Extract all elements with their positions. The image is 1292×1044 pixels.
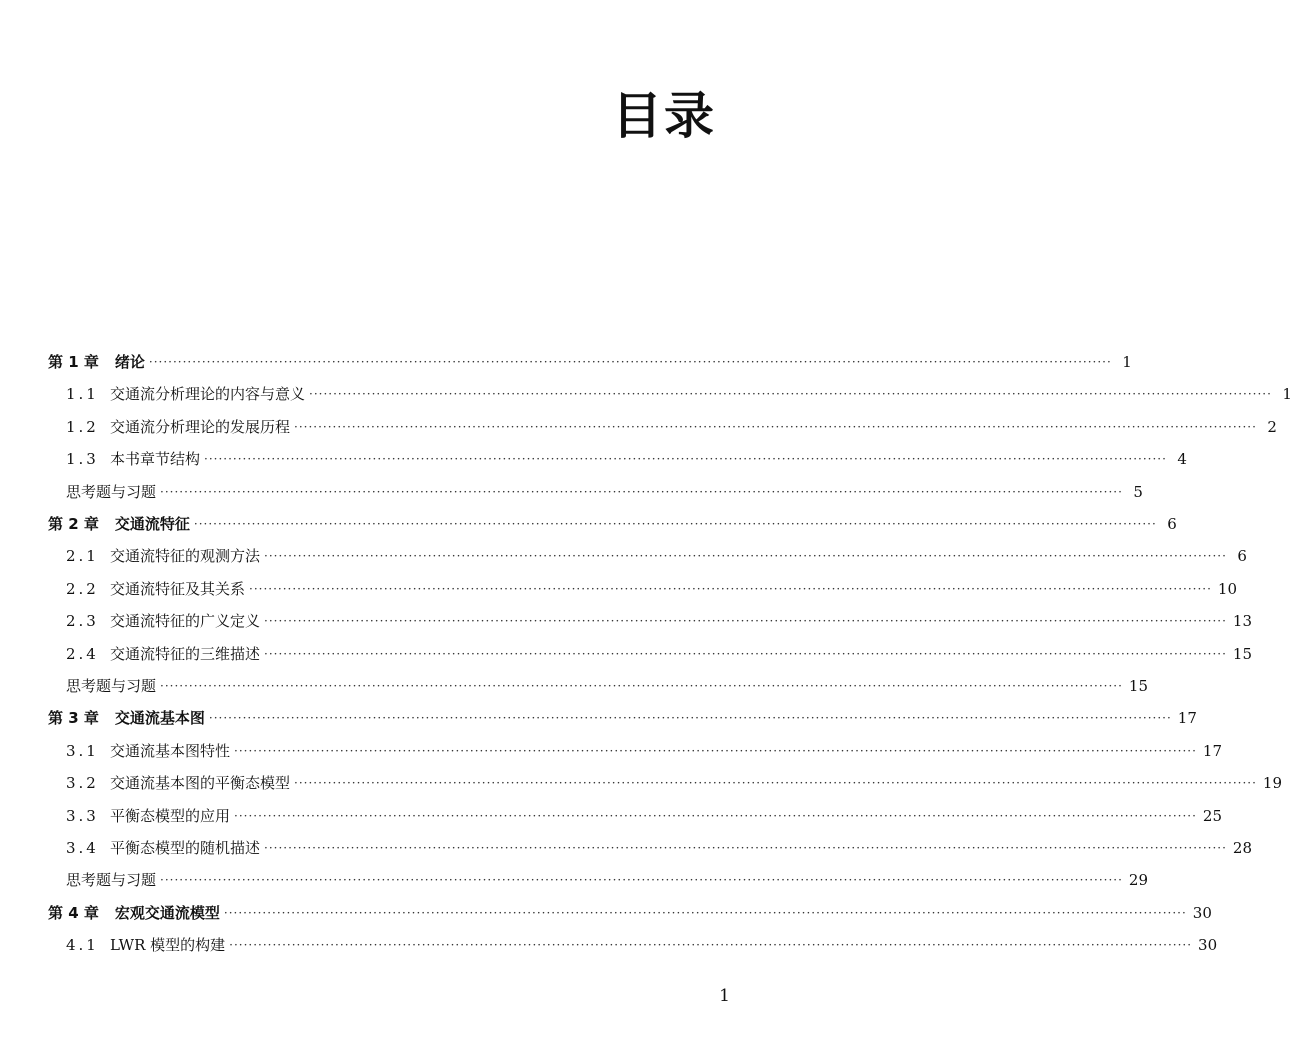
dot-leader: ········································································································································································································ [160, 873, 1123, 888]
toc-entry-chapter [48, 897, 1212, 929]
toc-entry-title [66, 638, 260, 670]
toc-entry-number: 第 4 章 [48, 903, 99, 922]
toc-entry-page: 1 [1122, 353, 1132, 371]
toc-entry-title [66, 476, 156, 508]
toc-entry-title [66, 605, 260, 637]
toc-entry-section [66, 767, 1282, 799]
toc-entry-label: 交通流基本图特性 [110, 741, 231, 760]
toc-entry-page: 1 [1282, 385, 1292, 404]
toc-entry-title [66, 378, 305, 410]
toc-entry-label: 交通流特征的三维描述 [110, 644, 261, 663]
toc-entry-title [66, 767, 290, 799]
toc-entry-number: 2.2 [66, 579, 99, 598]
toc-entry-section [66, 605, 1252, 637]
dot-leader: ········································································································································································································ [148, 355, 1112, 369]
page-title: 目录 [612, 87, 716, 145]
toc-entry-page: 17 [1202, 741, 1222, 760]
toc-entry-chapter [48, 702, 1197, 734]
toc-entry-page: 6 [1237, 547, 1247, 566]
toc-entry-title [48, 897, 220, 929]
toc-entry-page: 15 [1232, 644, 1252, 663]
dot-leader: ········································································································································································································ [264, 646, 1227, 661]
toc-entry-section [66, 411, 1277, 443]
toc-entry-chapter [48, 508, 1177, 540]
toc-entry-number: 2.4 [66, 644, 99, 663]
toc-entry-title [66, 573, 245, 605]
toc-entry-label: 交通流特征的广义定义 [110, 612, 261, 631]
toc-entry-number: 3.2 [66, 774, 99, 793]
dot-leader: ········································································································································································································ [264, 549, 1227, 564]
toc-entry-page: 10 [1217, 579, 1237, 598]
toc-entry-exercise [66, 670, 1148, 702]
toc-entry-title [66, 832, 260, 864]
toc-entry-label: 平衡态模型的应用 [110, 806, 231, 825]
toc-entry-page: 13 [1232, 612, 1252, 631]
toc-entry-title [48, 346, 145, 378]
toc-entry-section [66, 832, 1252, 864]
toc-entry-title [66, 864, 156, 896]
toc-entry-number: 第 2 章 [48, 515, 99, 533]
dot-leader: ········································································································································································································ [309, 387, 1272, 402]
toc-entry-label: 交通流基本图 [114, 709, 205, 728]
dot-leader: ········································································································································································································ [249, 581, 1212, 596]
dot-leader: ········································································································································································································ [160, 484, 1123, 499]
toc-entry-number: 第 3 章 [48, 709, 99, 728]
toc-entry-number: 3.1 [66, 741, 99, 760]
toc-entry-number: 1.1 [66, 385, 99, 404]
toc-entry-label: 思考题与习题 [66, 482, 157, 501]
toc-entry-page: 30 [1192, 903, 1212, 922]
toc-entry-section [66, 929, 1218, 961]
toc-entry-page: 29 [1128, 871, 1148, 890]
toc-entry-chapter [48, 346, 1132, 378]
toc-entry-number: 3.4 [66, 839, 99, 857]
toc-entry-page: 19 [1262, 774, 1282, 793]
toc-entry-page: 6 [1167, 515, 1177, 533]
toc-entry-label: 交通流基本图的平衡态模型 [110, 774, 291, 793]
toc-entry-section [66, 735, 1222, 767]
toc-entry-label: 交通流特征的观测方法 [110, 547, 261, 566]
toc-entry-page: 5 [1133, 482, 1143, 501]
toc-entry-label: 思考题与习题 [66, 677, 157, 695]
dot-leader: ········································································································································································································ [229, 938, 1193, 953]
toc-entry-number: 3.3 [66, 806, 99, 825]
toc-entry-title [66, 735, 230, 767]
toc-entry-page: 4 [1177, 450, 1187, 469]
toc-entry-number: 1.3 [66, 450, 99, 469]
toc-entry-page: 17 [1177, 709, 1197, 728]
toc-entry-section [66, 638, 1252, 670]
toc-entry-number: 第 1 章 [48, 353, 99, 371]
toc-entry-exercise [66, 476, 1143, 508]
toc-entry-page: 30 [1198, 936, 1218, 955]
toc-entry-label: 交通流特征 [114, 515, 190, 533]
toc-entry-number: 2.1 [66, 547, 99, 566]
toc-entry-page: 28 [1232, 839, 1252, 857]
dot-leader: ········································································································································································································ [294, 776, 1257, 791]
page-number: 1 [719, 986, 730, 1006]
toc-entry-label: 平衡态模型的随机描述 [110, 839, 261, 857]
toc-entry-label: 本书章节结构 [110, 450, 201, 469]
toc-entry-section [66, 443, 1187, 475]
toc-entry-title [66, 443, 200, 475]
toc-entry-title [48, 702, 205, 734]
dot-leader: ········································································································································································································ [193, 517, 1157, 531]
toc-entry-label: 交通流分析理论的内容与意义 [110, 385, 306, 404]
toc-entry-label: 思考题与习题 [66, 871, 157, 890]
toc-entry-title [66, 670, 156, 702]
toc-entry-section [66, 573, 1237, 605]
dot-leader: ········································································································································································································ [264, 614, 1227, 629]
toc-entry-section [66, 540, 1247, 572]
toc-entry-page: 25 [1202, 806, 1222, 825]
toc-entry-number: 2.3 [66, 612, 99, 631]
toc-entry-number: 4.1 [66, 936, 99, 955]
toc-entry-title [66, 929, 225, 961]
toc-entry-section [66, 800, 1222, 832]
dot-leader: ········································································································································································································ [294, 419, 1257, 434]
dot-leader: ········································································································································································································ [264, 841, 1227, 855]
dot-leader: ········································································································································································································ [234, 808, 1197, 823]
toc-entry-label: 交通流特征及其关系 [110, 579, 246, 598]
dot-leader: ········································································································································································································ [234, 743, 1197, 758]
toc-entry-title [48, 508, 190, 540]
toc-entry-label: 宏观交通流模型 [114, 903, 220, 922]
toc-entry-page: 15 [1128, 677, 1148, 695]
toc-entry-number: 1.2 [66, 417, 99, 436]
toc-entry-exercise [66, 864, 1148, 896]
toc-entry-section [66, 378, 1292, 410]
dot-leader: ········································································································································································································ [223, 905, 1187, 920]
toc-entry-page: 2 [1267, 417, 1277, 436]
toc-entry-title [66, 540, 260, 572]
toc-entry-label: 交通流分析理论的发展历程 [110, 417, 291, 436]
dot-leader: ········································································································································································································ [204, 452, 1167, 467]
toc-entry-title [66, 411, 290, 443]
toc-entry-label: LWR 模型的构建 [110, 936, 226, 955]
dot-leader: ········································································································································································································ [160, 679, 1123, 693]
toc-entry-title [66, 800, 230, 832]
dot-leader: ········································································································································································································ [208, 711, 1172, 726]
toc-entry-label: 绪论 [114, 353, 145, 371]
